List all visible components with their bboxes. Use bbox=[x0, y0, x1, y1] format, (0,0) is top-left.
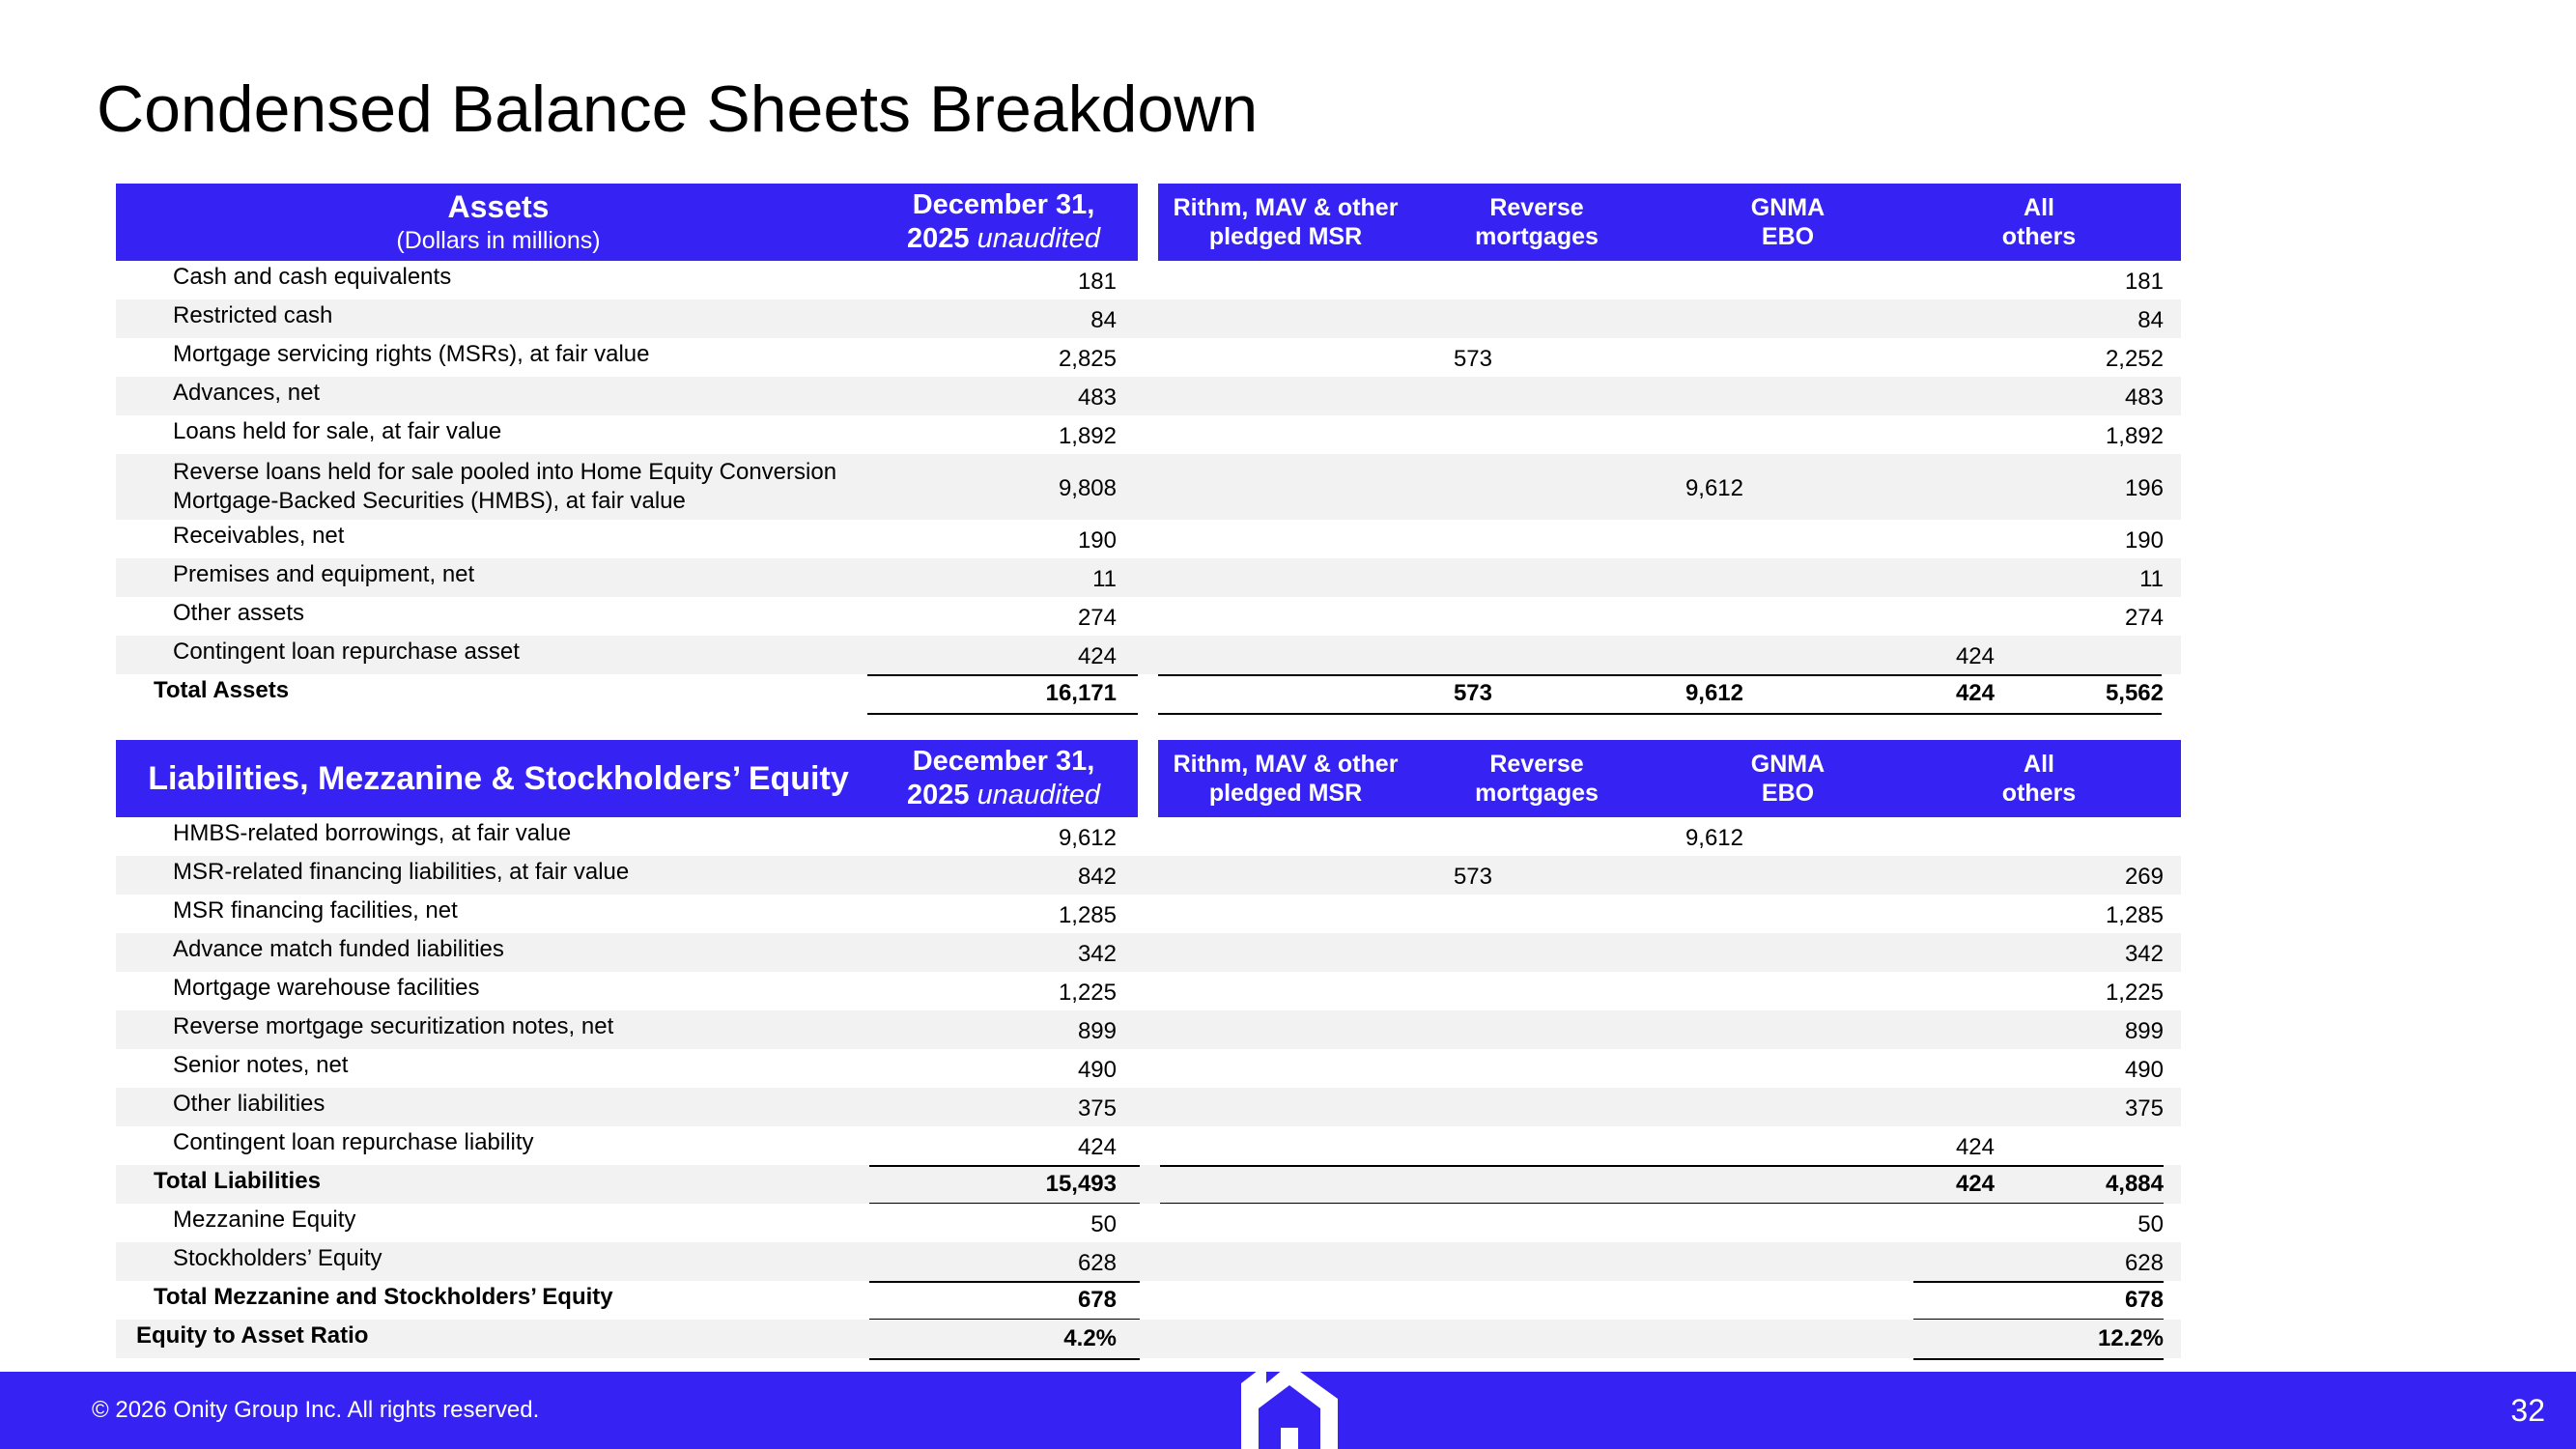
row-gnma-ebo: 424 bbox=[1955, 1171, 1995, 1197]
table-row bbox=[116, 933, 2181, 972]
row-pledged-msr bbox=[1275, 520, 1492, 558]
row-all-others: 11 bbox=[2139, 566, 2164, 592]
row-all-others: 12.2% bbox=[2097, 1325, 2164, 1351]
row-label: Contingent loan repurchase asset bbox=[173, 639, 520, 665]
assets-header-date bbox=[869, 184, 1138, 261]
column-header-all-others bbox=[1913, 740, 2165, 817]
column-header-line2: EBO bbox=[1761, 223, 1815, 250]
row-label: Mortgage servicing rights (MSRs), at fair value bbox=[173, 341, 650, 367]
row-total: 2,825 bbox=[1058, 346, 1117, 372]
column-header-line2: others bbox=[2001, 780, 2077, 807]
row-label-line2: Mortgage-Backed Securities (HMBS), at fair value bbox=[173, 488, 686, 514]
row-label: Cash and cash equivalents bbox=[173, 264, 452, 290]
table-row bbox=[116, 597, 2181, 636]
row-label bbox=[173, 454, 836, 520]
column-header-line1: Rithm, MAV & other bbox=[1173, 194, 1399, 221]
column-header-gnma-ebo bbox=[1662, 184, 1913, 261]
row-total: 84 bbox=[1090, 307, 1117, 333]
row-total: 842 bbox=[1077, 864, 1117, 890]
row-gnma-ebo: 424 bbox=[1955, 680, 1995, 706]
total-rule-bottom bbox=[869, 1358, 1140, 1360]
row-label: Total Liabilities bbox=[154, 1168, 321, 1194]
row-reverse-mortgages bbox=[1526, 856, 1743, 895]
row-reverse-mortgages bbox=[1526, 597, 1743, 636]
row-pledged-msr: 573 bbox=[1453, 864, 1492, 890]
copyright-text: © 2026 Onity Group Inc. All rights reserved. bbox=[92, 1397, 540, 1423]
liabilities-table-header bbox=[116, 740, 2181, 817]
row-label-line1: Reverse loans held for sale pooled into Home Equity Conversion bbox=[173, 459, 837, 485]
column-header-reverse-mortgages bbox=[1411, 740, 1662, 817]
assets-table bbox=[116, 184, 2181, 713]
row-all-others: 2,252 bbox=[2105, 346, 2164, 372]
row-label: Restricted cash bbox=[173, 302, 333, 328]
table-row bbox=[116, 972, 2181, 1010]
row-pledged-msr: 573 bbox=[1453, 346, 1492, 372]
row-reverse-mortgages bbox=[1526, 1088, 1743, 1126]
row-reverse-mortgages bbox=[1526, 933, 1743, 972]
date-year: 2025 bbox=[907, 780, 970, 810]
row-reverse-mortgages bbox=[1526, 636, 1743, 674]
row-reverse-mortgages bbox=[1526, 338, 1743, 377]
row-reverse-mortgages bbox=[1526, 415, 1743, 454]
row-pledged-msr bbox=[1275, 895, 1492, 933]
row-all-others: 483 bbox=[2124, 384, 2164, 411]
row-label: Equity to Asset Ratio bbox=[136, 1322, 369, 1349]
row-total: 190 bbox=[1077, 527, 1117, 554]
row-reverse-mortgages: 9,612 bbox=[1684, 825, 1743, 851]
row-label: Contingent loan repurchase liability bbox=[173, 1129, 534, 1155]
row-total: 11 bbox=[1092, 566, 1117, 592]
row-reverse-mortgages bbox=[1526, 1010, 1743, 1049]
row-label: Other liabilities bbox=[173, 1091, 326, 1117]
row-reverse-mortgages bbox=[1526, 1126, 1743, 1165]
column-header-line2: pledged MSR bbox=[1208, 780, 1363, 807]
row-reverse-mortgages bbox=[1526, 895, 1743, 933]
table-row bbox=[116, 636, 2181, 674]
row-all-others bbox=[1951, 636, 2164, 674]
row-total: 9,612 bbox=[1058, 825, 1117, 851]
row-total: 1,225 bbox=[1058, 980, 1117, 1006]
row-reverse-mortgages bbox=[1526, 1049, 1743, 1088]
row-label: Advances, net bbox=[173, 380, 321, 406]
row-total: 16,171 bbox=[1045, 680, 1117, 706]
row-label: Stockholders’ Equity bbox=[173, 1245, 382, 1271]
row-all-others: 342 bbox=[2124, 941, 2164, 967]
total-rule-bottom bbox=[867, 713, 1138, 715]
column-header-all-others bbox=[1913, 184, 2165, 261]
row-pledged-msr bbox=[1275, 415, 1492, 454]
liabilities-header-title-cell bbox=[131, 740, 865, 817]
table-row bbox=[116, 558, 2181, 597]
row-all-others: 1,225 bbox=[2105, 980, 2164, 1006]
row-label: Total Mezzanine and Stockholders’ Equity bbox=[154, 1284, 613, 1310]
row-label: Advance match funded liabilities bbox=[173, 936, 504, 962]
row-all-others bbox=[1951, 1126, 2164, 1165]
row-gnma-ebo: 424 bbox=[1955, 643, 1995, 669]
table-row bbox=[116, 817, 2181, 856]
row-total: 1,285 bbox=[1058, 902, 1117, 928]
row-total: 274 bbox=[1077, 605, 1117, 631]
assets-header-subtitle: (Dollars in millions) bbox=[396, 227, 601, 254]
row-label: MSR financing facilities, net bbox=[173, 897, 458, 923]
row-all-others: 269 bbox=[2124, 864, 2164, 890]
row-all-others: 628 bbox=[2124, 1250, 2164, 1276]
table-row bbox=[116, 520, 2181, 558]
column-header-line1: All bbox=[2024, 194, 2054, 221]
liabilities-header-date bbox=[869, 740, 1138, 817]
table-row bbox=[116, 1242, 2181, 1281]
row-total: 1,892 bbox=[1058, 423, 1117, 449]
row-label: Total Assets bbox=[154, 677, 290, 703]
row-all-others: 375 bbox=[2124, 1095, 2164, 1122]
row-all-others: 196 bbox=[2124, 475, 2164, 501]
table-row bbox=[116, 1010, 2181, 1049]
row-all-others: 50 bbox=[2137, 1211, 2164, 1237]
row-label: Senior notes, net bbox=[173, 1052, 349, 1078]
row-total: 678 bbox=[1077, 1287, 1117, 1313]
date-line2 bbox=[907, 779, 1100, 812]
total-liabilities-row bbox=[116, 1165, 2181, 1204]
row-label: MSR-related financing liabilities, at fair value bbox=[173, 859, 630, 885]
total-assets-row bbox=[116, 674, 2181, 713]
row-pledged-msr: 573 bbox=[1453, 680, 1492, 706]
table-row bbox=[116, 415, 2181, 454]
row-gnma-ebo: 424 bbox=[1955, 1134, 1995, 1160]
row-pledged-msr bbox=[1275, 1088, 1492, 1126]
row-total: 899 bbox=[1077, 1018, 1117, 1044]
row-label: Loans held for sale, at fair value bbox=[173, 418, 502, 444]
column-header-line1: Reverse bbox=[1489, 194, 1584, 221]
row-total: 342 bbox=[1077, 941, 1117, 967]
table-row bbox=[116, 856, 2181, 895]
assets-header-title: Assets bbox=[447, 189, 550, 224]
column-header-pledged-msr bbox=[1160, 184, 1411, 261]
row-all-others: 190 bbox=[2124, 527, 2164, 554]
column-header-line2: mortgages bbox=[1475, 223, 1599, 250]
row-reverse-mortgages bbox=[1526, 299, 1743, 338]
row-total: 424 bbox=[1077, 643, 1117, 669]
liabilities-header-title: Liabilities, Mezzanine & Stockholders’ Equity bbox=[148, 759, 849, 797]
table-row bbox=[116, 338, 2181, 377]
row-all-others: 5,562 bbox=[2105, 680, 2164, 706]
row-total: 628 bbox=[1077, 1250, 1117, 1276]
row-pledged-msr bbox=[1275, 933, 1492, 972]
row-all-others: 1,285 bbox=[2105, 902, 2164, 928]
row-reverse-mortgages bbox=[1526, 1165, 1743, 1204]
row-all-others: 274 bbox=[2124, 605, 2164, 631]
column-header-line2: others bbox=[2001, 223, 2077, 250]
row-label: Mortgage warehouse facilities bbox=[173, 975, 480, 1001]
table-row bbox=[116, 377, 2181, 415]
table-row bbox=[116, 261, 2181, 299]
page-number: 32 bbox=[2510, 1392, 2545, 1428]
column-header-line2: mortgages bbox=[1475, 780, 1599, 807]
row-all-others bbox=[1951, 817, 2164, 856]
table-row bbox=[116, 299, 2181, 338]
date-line1: December 31, bbox=[912, 189, 1095, 220]
date-line1: December 31, bbox=[912, 746, 1095, 777]
row-pledged-msr bbox=[1275, 1049, 1492, 1088]
row-total: 490 bbox=[1077, 1057, 1117, 1083]
table-row bbox=[116, 1049, 2181, 1088]
onity-house-logo-icon bbox=[1241, 1364, 1338, 1449]
row-pledged-msr bbox=[1275, 1126, 1492, 1165]
row-pledged-msr bbox=[1275, 817, 1492, 856]
date-year: 2025 bbox=[907, 223, 970, 254]
row-total: 50 bbox=[1090, 1211, 1117, 1237]
row-reverse-mortgages bbox=[1526, 972, 1743, 1010]
row-total: 15,493 bbox=[1045, 1171, 1117, 1197]
table-row bbox=[116, 1088, 2181, 1126]
column-header-line1: Rithm, MAV & other bbox=[1173, 751, 1399, 778]
row-all-others: 4,884 bbox=[2105, 1171, 2164, 1197]
liabilities-table bbox=[116, 740, 2181, 1358]
row-pledged-msr bbox=[1275, 636, 1492, 674]
row-total: 424 bbox=[1077, 1134, 1117, 1160]
row-pledged-msr bbox=[1275, 299, 1492, 338]
row-reverse-mortgages bbox=[1526, 377, 1743, 415]
assets-table-header bbox=[116, 184, 2181, 261]
column-header-gnma-ebo bbox=[1662, 740, 1913, 817]
row-pledged-msr bbox=[1275, 558, 1492, 597]
row-pledged-msr bbox=[1275, 454, 1492, 520]
row-total: 181 bbox=[1077, 269, 1117, 295]
row-pledged-msr bbox=[1275, 972, 1492, 1010]
date-line2 bbox=[907, 222, 1100, 256]
row-total: 9,808 bbox=[1058, 475, 1117, 501]
row-total: 4.2% bbox=[1063, 1325, 1117, 1351]
row-total: 375 bbox=[1077, 1095, 1117, 1122]
page-title: Condensed Balance Sheets Breakdown bbox=[97, 72, 1259, 146]
column-header-line2: EBO bbox=[1761, 780, 1815, 807]
row-all-others: 899 bbox=[2124, 1018, 2164, 1044]
row-all-others: 84 bbox=[2137, 307, 2164, 333]
column-header-line1: All bbox=[2024, 751, 2054, 778]
equity-ratio-row bbox=[116, 1320, 2181, 1358]
row-pledged-msr bbox=[1275, 377, 1492, 415]
row-reverse-mortgages bbox=[1526, 261, 1743, 299]
row-label: Other assets bbox=[173, 600, 305, 626]
column-header-pledged-msr bbox=[1160, 740, 1411, 817]
row-all-others: 490 bbox=[2124, 1057, 2164, 1083]
row-label: HMBS-related borrowings, at fair value bbox=[173, 820, 572, 846]
row-pledged-msr bbox=[1275, 261, 1492, 299]
row-reverse-mortgages: 9,612 bbox=[1684, 475, 1743, 501]
row-label: Premises and equipment, net bbox=[173, 561, 475, 587]
column-header-line1: GNMA bbox=[1750, 751, 1826, 778]
row-label: Receivables, net bbox=[173, 523, 345, 549]
total-rule-bottom bbox=[1913, 1358, 2164, 1360]
column-header-line1: GNMA bbox=[1750, 194, 1826, 221]
table-row bbox=[116, 895, 2181, 933]
date-note: unaudited bbox=[977, 780, 1100, 810]
assets-header-title-cell bbox=[131, 184, 865, 261]
total-rule-bottom bbox=[1158, 713, 2162, 715]
row-total: 483 bbox=[1077, 384, 1117, 411]
total-equity-row bbox=[116, 1281, 2181, 1320]
row-pledged-msr bbox=[1275, 1165, 1492, 1204]
table-row bbox=[116, 454, 2181, 520]
row-label: Reverse mortgage securitization notes, net bbox=[173, 1013, 614, 1039]
row-all-others: 181 bbox=[2124, 269, 2164, 295]
column-header-line2: pledged MSR bbox=[1208, 223, 1363, 250]
row-all-others: 678 bbox=[2124, 1287, 2164, 1313]
row-pledged-msr bbox=[1275, 1010, 1492, 1049]
table-row bbox=[116, 1204, 2181, 1242]
column-header-reverse-mortgages bbox=[1411, 184, 1662, 261]
table-row bbox=[116, 1126, 2181, 1165]
row-pledged-msr bbox=[1275, 597, 1492, 636]
date-note: unaudited bbox=[977, 223, 1100, 254]
row-reverse-mortgages bbox=[1526, 558, 1743, 597]
row-all-others: 1,892 bbox=[2105, 423, 2164, 449]
row-reverse-mortgages bbox=[1526, 520, 1743, 558]
row-label: Mezzanine Equity bbox=[173, 1207, 356, 1233]
row-reverse-mortgages: 9,612 bbox=[1684, 680, 1743, 706]
column-header-line1: Reverse bbox=[1489, 751, 1584, 778]
